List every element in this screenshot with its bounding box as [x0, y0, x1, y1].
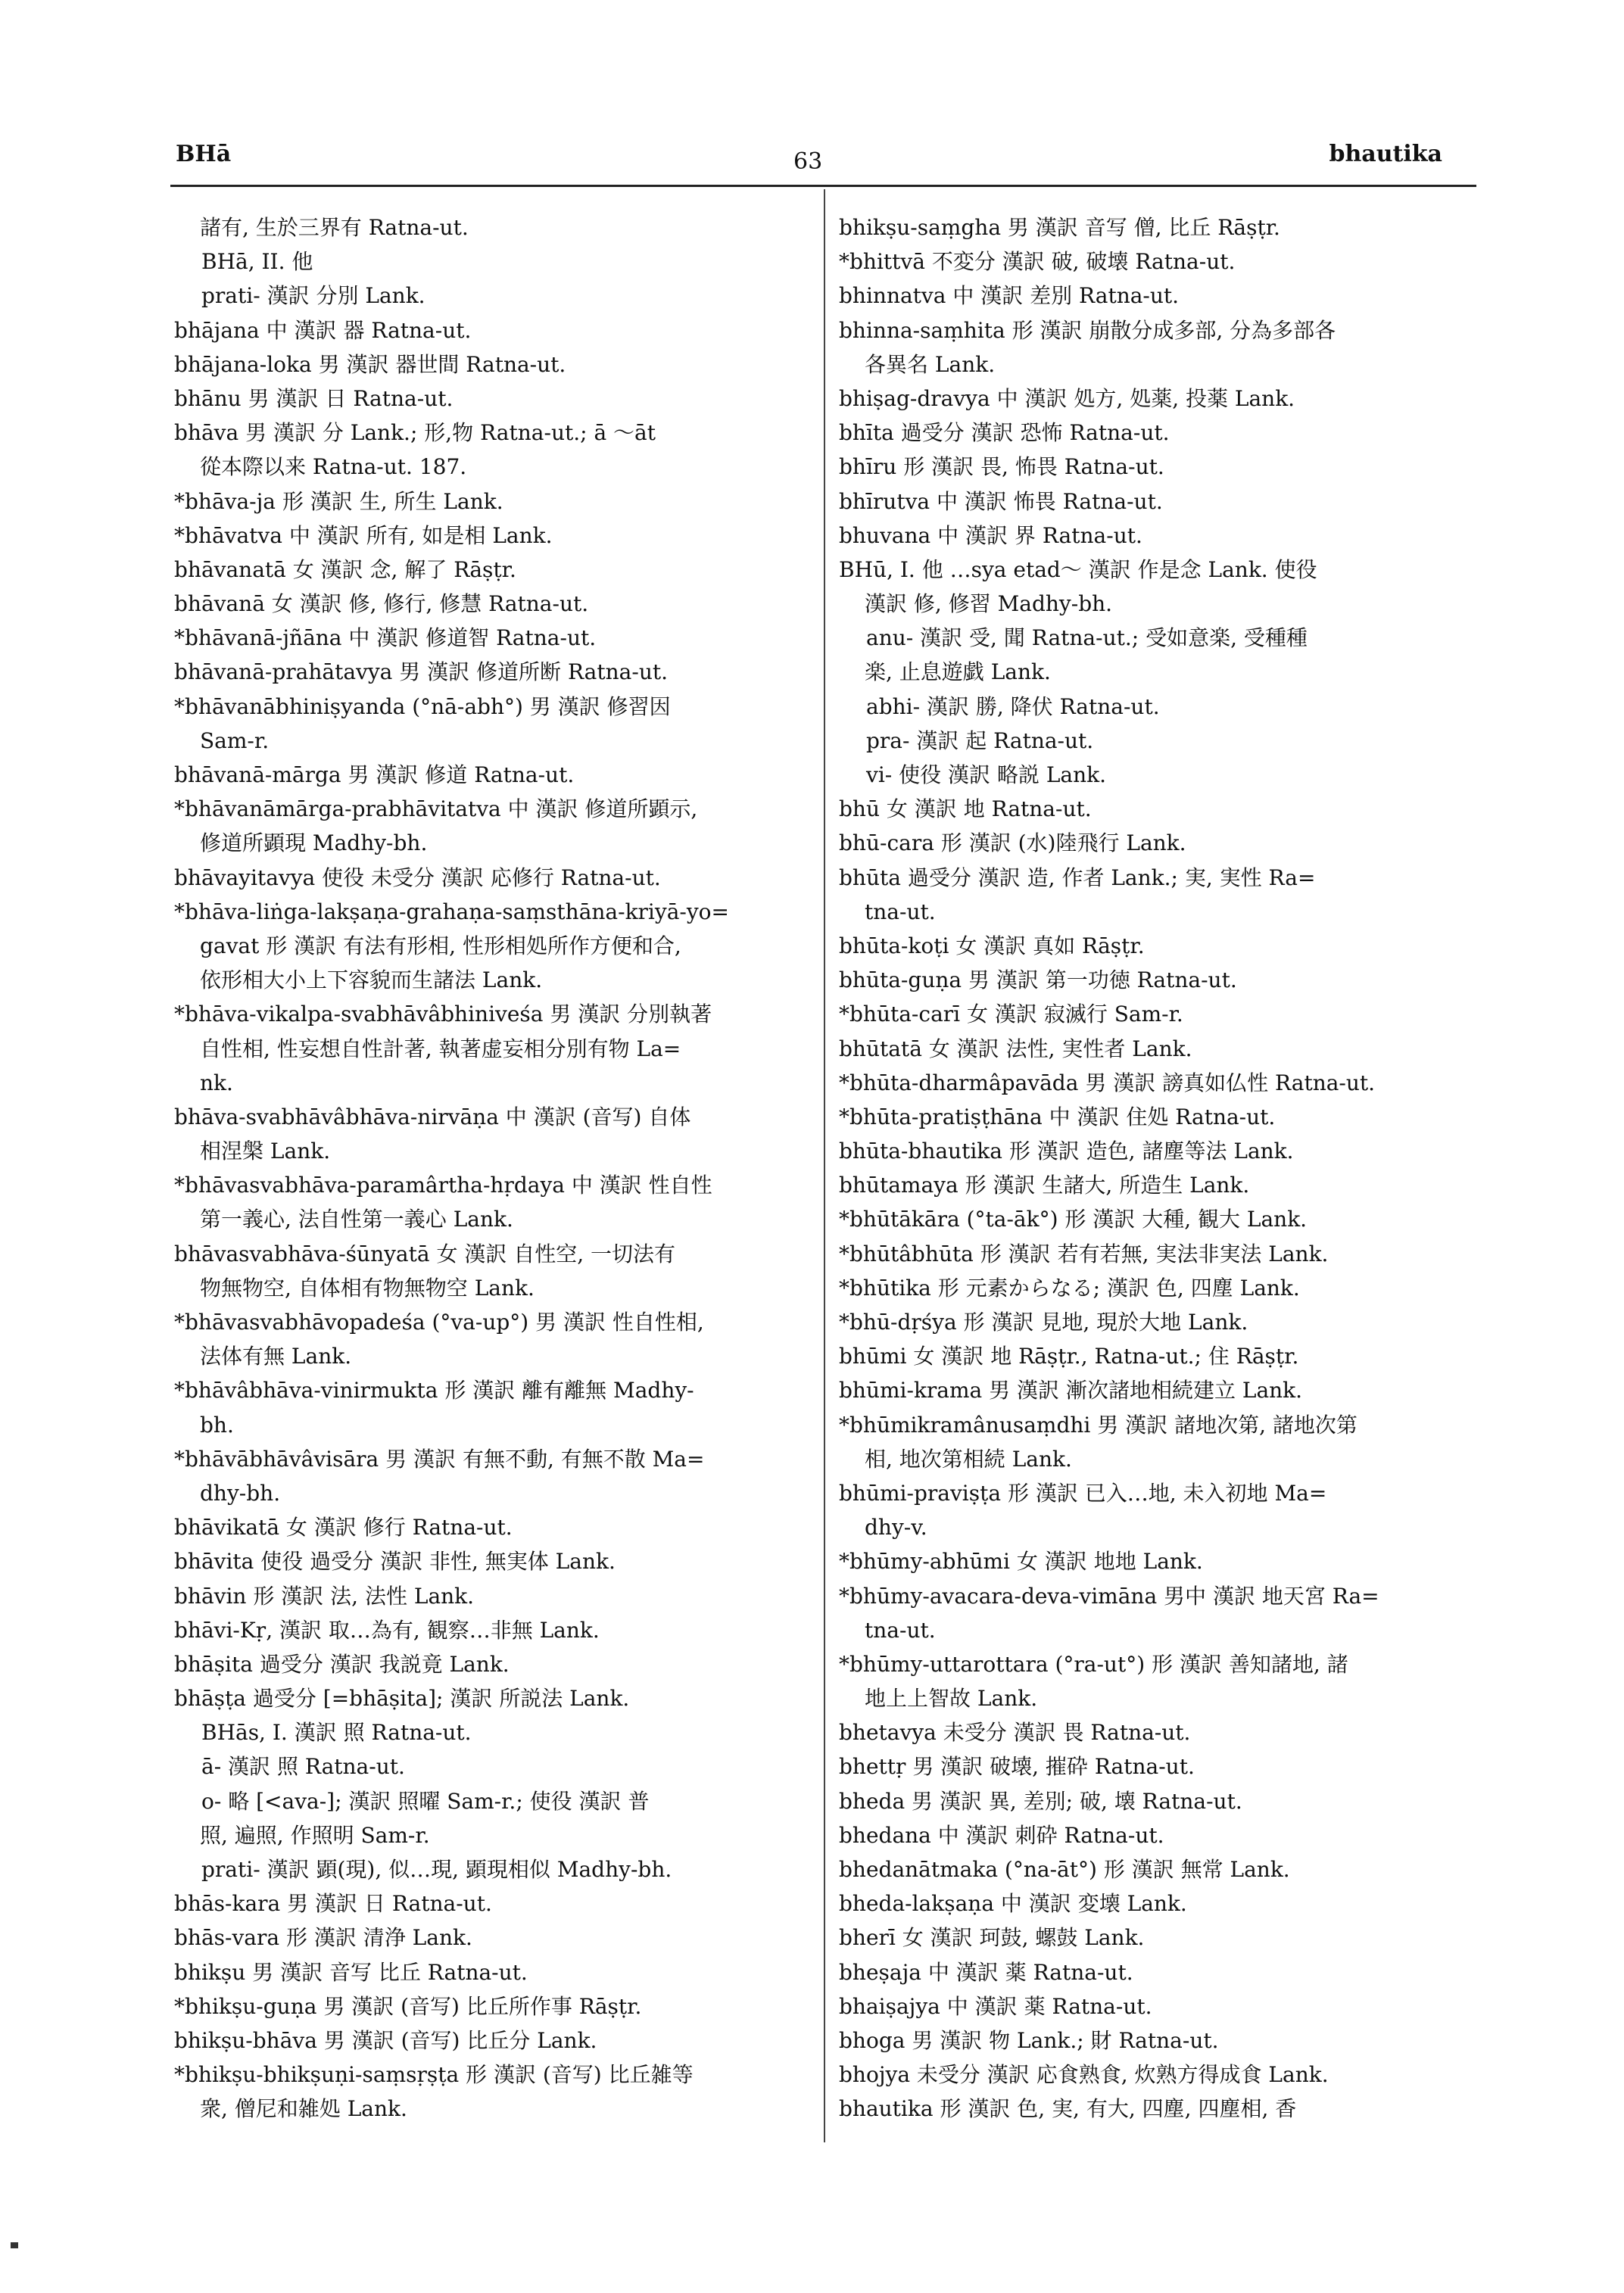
header-rule — [170, 185, 1476, 187]
entry-line: bhāvasvabhāva-śūnyatā 女 漢訳 自性空, 一切法有 — [174, 1241, 676, 1266]
scan-speck — [11, 2242, 18, 2248]
entry-line: abhi- 漢訳 勝, 降伏 Ratna-ut. — [866, 693, 1160, 719]
entry-line: *bhūmy-uttarottara (°ra-ut°) 形 漢訳 善知諸地, 諸 — [839, 1651, 1348, 1677]
entry-line: 衆, 僧尼和雑処 Lank. — [200, 2096, 407, 2122]
entry-line: bh. — [200, 1412, 234, 1438]
entry-line: nk. — [200, 1070, 233, 1095]
running-head-right: bhautika — [1329, 141, 1442, 167]
entry-line: *bhikṣu-bhikṣuṇi-saṃsṛṣṭa 形 漢訳 (音写) 比丘雑等 — [174, 2062, 694, 2088]
entry-line: prati- 漢訳 顕(現), 似…現, 顕現相似 Madhy-bh. — [201, 1857, 672, 1882]
entry-line: *bhittvā 不変分 漢訳 破, 破壊 Ratna-ut. — [839, 249, 1236, 275]
entry-line: gavat 形 漢訳 有法有形相, 性形相処所作方便和合, — [200, 933, 681, 958]
entry-line: vi- 使役 漢訳 略説 Lank. — [866, 762, 1107, 787]
entry-line: bhāvanatā 女 漢訳 念, 解了 Rāṣṭr. — [174, 556, 516, 582]
entry-line: *bhūmikramânusaṃdhi 男 漢訳 諸地次第, 諸地次第 — [839, 1412, 1357, 1438]
entry-line: bhedana 中 漢訳 刺砕 Ratna-ut. — [839, 1822, 1164, 1848]
left-column — [174, 210, 818, 2126]
entry-line: 相, 地次第相続 Lank. — [865, 1446, 1072, 1472]
entry-line: bhājana 中 漢訳 器 Ratna-ut. — [174, 317, 472, 343]
entry-line: bhānu 男 漢訳 日 Ratna-ut. — [174, 385, 454, 411]
entry-line: *bhūta-dharmâpavāda 男 漢訳 謗真如仏性 Ratna-ut. — [839, 1070, 1376, 1095]
entry-line: bhāvanā-prahātavya 男 漢訳 修道所断 Ratna-ut. — [174, 659, 668, 685]
entry-line: bhūta-koṭi 女 漢訳 真如 Rāṣṭr. — [839, 933, 1145, 958]
entry-line: tna-ut. — [865, 1617, 936, 1643]
entry-line: bhū 女 漢訳 地 Ratna-ut. — [839, 796, 1092, 822]
entry-line: bhikṣu 男 漢訳 音写 比丘 Ratna-ut. — [174, 1959, 528, 1985]
entry-line: bhūta 過受分 漢訳 造, 作者 Lank.; 実, 実性 Ra= — [839, 865, 1316, 890]
entry-line: bhetavya 未受分 漢訳 畏 Ratna-ut. — [839, 1720, 1191, 1746]
entry-line: o- 略 [<ava-]; 漢訳 照曜 Sam-r.; 使役 漢訳 普 — [201, 1788, 650, 1814]
entry-line: bhāvayitavya 使役 未受分 漢訳 応修行 Ratna-ut. — [174, 865, 661, 890]
entry-line: 諸有, 生於三界有 Ratna-ut. — [200, 215, 469, 240]
entry-line: *bhāvatva 中 漢訳 所有, 如是相 Lank. — [174, 522, 553, 548]
entry-line: bhāvanā-mārga 男 漢訳 修道 Ratna-ut. — [174, 762, 575, 787]
entry-line: bhīru 形 漢訳 畏, 怖畏 Ratna-ut. — [839, 454, 1164, 480]
entry-line: 相涅槃 Lank. — [200, 1139, 331, 1164]
entry-line: *bhāva-ja 形 漢訳 生, 所生 Lank. — [174, 488, 503, 514]
entry-line: bhūta-bhautika 形 漢訳 造色, 諸塵等法 Lank. — [839, 1139, 1294, 1164]
entry-line: BHū, I. 他 …sya etad～ 漢訳 作是念 Lank. 使役 — [839, 556, 1317, 582]
entry-line: *bhūta-carī 女 漢訳 寂滅行 Sam-r. — [839, 1002, 1183, 1027]
entry-line: BHās, I. 漢訳 照 Ratna-ut. — [201, 1720, 472, 1746]
entry-line: bhaiṣajya 中 漢訳 薬 Ratna-ut. — [839, 1993, 1152, 2019]
entry-line: bhikṣu-saṃgha 男 漢訳 音写 僧, 比丘 Rāṣṭr. — [839, 215, 1280, 240]
entry-line: bheda 男 漢訳 異, 差別; 破, 壊 Ratna-ut. — [839, 1788, 1242, 1814]
entry-line: *bhāvanābhiniṣyanda (°nā-abh°) 男 漢訳 修習因 — [174, 693, 671, 719]
entry-line: *bhūmy-avacara-deva-vimāna 男中 漢訳 地天宮 Ra= — [839, 1583, 1379, 1609]
entry-line: 從本際以来 Ratna-ut. 187. — [200, 454, 467, 480]
entry-line: bhūmi-krama 男 漢訳 漸次諸地相続建立 Lank. — [839, 1378, 1303, 1404]
entry-line: bherī 女 漢訳 珂鼓, 螺鼓 Lank. — [839, 1925, 1145, 1951]
entry-line: bhīrutva 中 漢訳 怖畏 Ratna-ut. — [839, 488, 1163, 514]
entry-line: bhinna-saṃhita 形 漢訳 崩散分成多部, 分為多部各 — [839, 317, 1336, 343]
entry-line: 照, 遍照, 作照明 Sam-r. — [200, 1822, 430, 1848]
entry-line: dhy-v. — [865, 1515, 927, 1541]
entry-line: bheda-lakṣaṇa 中 漢訳 変壊 Lank. — [839, 1891, 1187, 1917]
entry-line: dhy-bh. — [200, 1480, 281, 1506]
entry-line: bhiṣag-dravya 中 漢訳 処方, 処薬, 投薬 Lank. — [839, 385, 1295, 411]
entry-line: bhoga 男 漢訳 物 Lank.; 財 Ratna-ut. — [839, 2027, 1219, 2053]
entry-line: bhikṣu-bhāva 男 漢訳 (音写) 比丘分 Lank. — [174, 2027, 597, 2053]
entry-line: *bhū-dṛśya 形 漢訳 見地, 現於大地 Lank. — [839, 1310, 1248, 1335]
entry-line: bhīta 過受分 漢訳 恐怖 Ratna-ut. — [839, 420, 1170, 446]
page-number: 63 — [793, 148, 823, 175]
entry-line: 法体有無 Lank. — [200, 1344, 352, 1369]
running-head-left: BHā — [176, 141, 232, 167]
entry-line: prati- 漢訳 分別 Lank. — [201, 283, 425, 309]
entry-line: bhāva 男 漢訳 分 Lank.; 形,物 Ratna-ut.; ā ～āt — [174, 420, 656, 446]
entry-line: bhū-cara 形 漢訳 (水)陸飛行 Lank. — [839, 830, 1186, 856]
entry-line: bhāṣṭa 過受分 [=bhāṣita]; 漢訳 所説法 Lank. — [174, 1686, 630, 1712]
entry-line: *bhūtika 形 元素からなる; 漢訳 色, 四塵 Lank. — [839, 1275, 1300, 1301]
entry-line: tna-ut. — [865, 899, 936, 924]
entry-line: bhās-kara 男 漢訳 日 Ratna-ut. — [174, 1891, 492, 1917]
entry-line: 物無物空, 自体相有物無物空 Lank. — [200, 1275, 535, 1301]
entry-line: ā- 漢訳 照 Ratna-ut. — [201, 1754, 405, 1780]
entry-line: bhāṣita 過受分 漢訳 我説竟 Lank. — [174, 1651, 510, 1677]
entry-line: bhūmi 女 漢訳 地 Rāṣṭr., Ratna-ut.; 住 Rāṣṭr. — [839, 1344, 1299, 1369]
entry-line: bhedanātmaka (°na-āt°) 形 漢訳 無常 Lank. — [839, 1857, 1290, 1882]
entry-line: *bhikṣu-guṇa 男 漢訳 (音写) 比丘所作事 Rāṣṭr. — [174, 1993, 642, 2019]
entry-line: 依形相大小上下容貌而生諸法 Lank. — [200, 967, 543, 993]
entry-line: bhāva-svabhāvâbhāva-nirvāṇa 中 漢訳 (音写) 自体 — [174, 1104, 691, 1129]
entry-line: *bhāvanā-jñāna 中 漢訳 修道智 Ratna-ut. — [174, 625, 597, 651]
entry-line: *bhāva-liṅga-lakṣaṇa-grahaṇa-saṃsthāna-kriyā-yo= — [174, 899, 729, 924]
entry-line: bhūta-guṇa 男 漢訳 第一功徳 Ratna-ut. — [839, 967, 1237, 993]
entry-line: bhinnatva 中 漢訳 差別 Ratna-ut. — [839, 283, 1180, 309]
entry-line: bhāvin 形 漢訳 法, 法性 Lank. — [174, 1583, 475, 1609]
entry-line: *bhāvâbhāva-vinirmukta 形 漢訳 離有離無 Madhy- — [174, 1378, 694, 1404]
entry-line: bhautika 形 漢訳 色, 実, 有大, 四塵, 四塵相, 香 — [839, 2096, 1297, 2122]
entry-line: bhettṛ 男 漢訳 破壊, 摧砕 Ratna-ut. — [839, 1754, 1195, 1780]
entry-line: bhūmi-praviṣṭa 形 漢訳 已入…地, 未入初地 Ma= — [839, 1480, 1327, 1506]
entry-line: 各異名 Lank. — [865, 351, 996, 377]
entry-line: *bhāvasvabhāva-paramârtha-hṛdaya 中 漢訳 性自性 — [174, 1173, 712, 1198]
entry-line: 第一義心, 法自性第一義心 Lank. — [200, 1207, 513, 1232]
entry-line: 漢訳 修, 修習 Madhy-bh. — [865, 591, 1113, 617]
entry-line: BHā, II. 他 — [201, 249, 313, 275]
entry-line: Sam-r. — [200, 727, 270, 753]
entry-line: *bhūtâbhūta 形 漢訳 若有若無, 実法非実法 Lank. — [839, 1241, 1329, 1266]
entry-line: anu- 漢訳 受, 聞 Ratna-ut.; 受如意楽, 受種種 — [866, 625, 1308, 651]
entry-line: *bhāvasvabhāvopadeśa (°va-up°) 男 漢訳 性自性相, — [174, 1310, 704, 1335]
entry-line: bhojya 未受分 漢訳 応食熟食, 炊熟方得成食 Lank. — [839, 2062, 1329, 2088]
entry-line: bhās-vara 形 漢訳 清浄 Lank. — [174, 1925, 472, 1951]
entry-line: *bhūtākāra (°ta-āk°) 形 漢訳 大種, 観大 Lank. — [839, 1207, 1308, 1232]
right-column — [839, 210, 1490, 2126]
entry-line: bhūtamaya 形 漢訳 生諸大, 所造生 Lank. — [839, 1173, 1250, 1198]
entry-line: 自性相, 性妄想自性計著, 執著虚妄相分別有物 La= — [200, 1036, 681, 1061]
entry-line: bhāvita 使役 過受分 漢訳 非性, 無実体 Lank. — [174, 1549, 616, 1575]
entry-line: pra- 漢訳 起 Ratna-ut. — [866, 727, 1094, 753]
entry-line: 修道所顕現 Madhy-bh. — [200, 830, 428, 856]
entry-line: bhāvanā 女 漢訳 修, 修行, 修慧 Ratna-ut. — [174, 591, 589, 617]
entry-line: *bhūmy-abhūmi 女 漢訳 地地 Lank. — [839, 1549, 1203, 1575]
entry-line: bhājana-loka 男 漢訳 器世間 Ratna-ut. — [174, 351, 566, 377]
entry-line: bhuvana 中 漢訳 界 Ratna-ut. — [839, 522, 1142, 548]
entry-line: *bhūta-pratiṣṭhāna 中 漢訳 住処 Ratna-ut. — [839, 1104, 1276, 1129]
entry-line: 楽, 止息遊戯 Lank. — [865, 659, 1051, 685]
entry-line: *bhāvābhāvâvisāra 男 漢訳 有無不動, 有無不散 Ma= — [174, 1446, 705, 1472]
entry-line: bhāvikatā 女 漢訳 修行 Ratna-ut. — [174, 1515, 513, 1541]
entry-line: bhūtatā 女 漢訳 法性, 実性者 Lank. — [839, 1036, 1192, 1061]
entry-line: *bhāvanāmārga-prabhāvitatva 中 漢訳 修道所顕示, — [174, 796, 698, 822]
entry-line: *bhāva-vikalpa-svabhāvâbhiniveśa 男 漢訳 分別執著 — [174, 1002, 712, 1027]
entry-line: 地上上智故 Lank. — [865, 1686, 1038, 1712]
entry-line: bheṣaja 中 漢訳 薬 Ratna-ut. — [839, 1959, 1133, 1985]
column-divider — [824, 189, 825, 2142]
entry-line: bhāvi-Kṛ, 漢訳 取…為有, 観察…非無 Lank. — [174, 1617, 600, 1643]
